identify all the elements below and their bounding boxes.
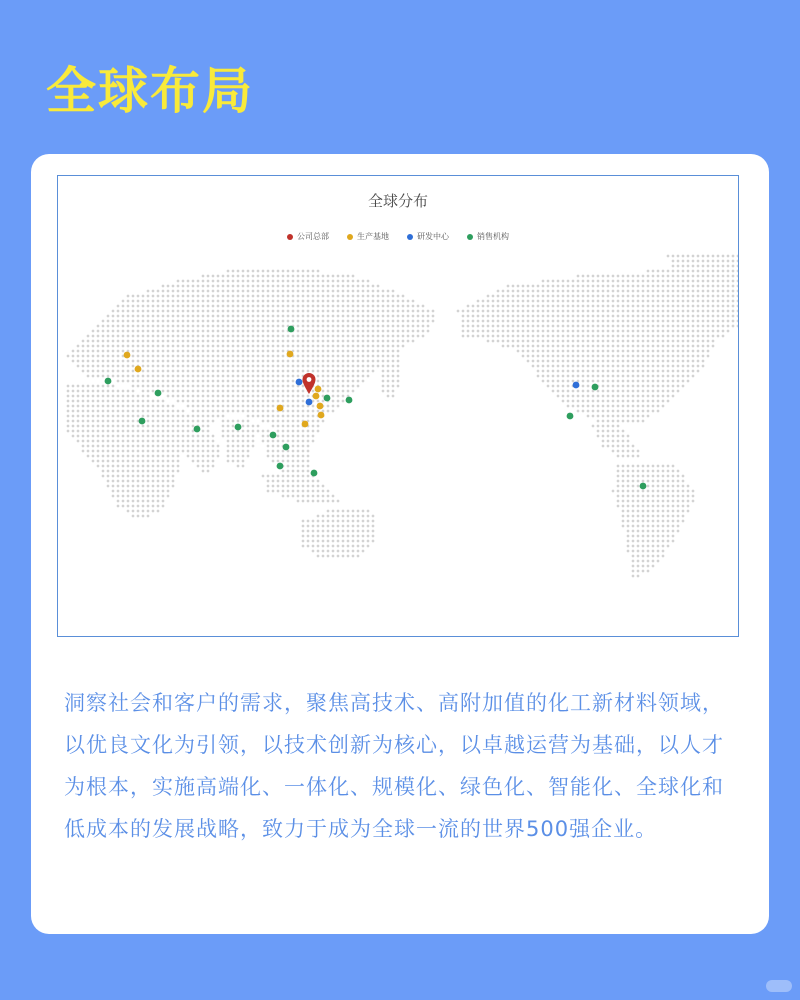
location-dot[interactable] xyxy=(315,386,322,393)
location-dot[interactable] xyxy=(235,424,242,431)
legend-item[interactable] xyxy=(467,231,509,242)
location-dot[interactable] xyxy=(288,326,295,333)
legend-label: 销售机构 xyxy=(477,232,509,241)
location-dot[interactable] xyxy=(313,393,320,400)
location-dot[interactable] xyxy=(324,395,331,402)
content-card xyxy=(31,154,769,934)
location-dot[interactable] xyxy=(124,352,131,359)
location-dot[interactable] xyxy=(296,379,303,386)
world-map-panel xyxy=(57,175,739,637)
legend-item[interactable] xyxy=(407,231,449,242)
location-dot[interactable] xyxy=(270,432,277,439)
location-dot[interactable] xyxy=(311,470,318,477)
location-dot[interactable] xyxy=(277,405,284,412)
location-dot[interactable] xyxy=(283,444,290,451)
location-dot[interactable] xyxy=(306,399,313,406)
legend-label: 研发中心 xyxy=(417,232,449,241)
location-dot[interactable] xyxy=(640,483,647,490)
legend-dot-icon xyxy=(467,234,473,240)
watermark-badge xyxy=(766,980,792,992)
page-title: 全球布局 xyxy=(46,62,254,120)
location-dot[interactable] xyxy=(346,397,353,404)
description-text: 洞察社会和客户的需求，聚焦高技术、高附加值的化工新材料领域，以优良文化为引领，以技术创新为核心，以卓越运营为基础，以人才为根本，实施高端化、一体化、规模化、绿色化、智能化、全球化和低成本的发展战略，致力于成为全球一流的世界500强企业。 xyxy=(64,691,724,841)
location-dot[interactable] xyxy=(567,413,574,420)
map-legend xyxy=(58,231,738,242)
land-dots xyxy=(67,255,739,578)
location-dot[interactable] xyxy=(277,463,284,470)
location-markers xyxy=(105,326,647,490)
location-dot[interactable] xyxy=(287,351,294,358)
legend-label: 生产基地 xyxy=(357,232,389,241)
location-dot[interactable] xyxy=(302,421,309,428)
location-dot[interactable] xyxy=(155,390,162,397)
legend-dot-icon xyxy=(407,234,413,240)
location-dot[interactable] xyxy=(317,403,324,410)
legend-item[interactable] xyxy=(287,231,329,242)
location-dot[interactable] xyxy=(318,412,325,419)
location-dot[interactable] xyxy=(105,378,112,385)
location-dot[interactable] xyxy=(139,418,146,425)
location-dot[interactable] xyxy=(135,366,142,373)
legend-label: 公司总部 xyxy=(297,232,329,241)
location-dot[interactable] xyxy=(573,382,580,389)
legend-dot-icon xyxy=(347,234,353,240)
legend-item[interactable] xyxy=(347,231,389,242)
location-dot[interactable] xyxy=(592,384,599,391)
world-map xyxy=(58,176,739,637)
map-title: 全球分布 xyxy=(367,192,428,210)
legend-dot-icon xyxy=(287,234,293,240)
location-dot[interactable] xyxy=(194,426,201,433)
